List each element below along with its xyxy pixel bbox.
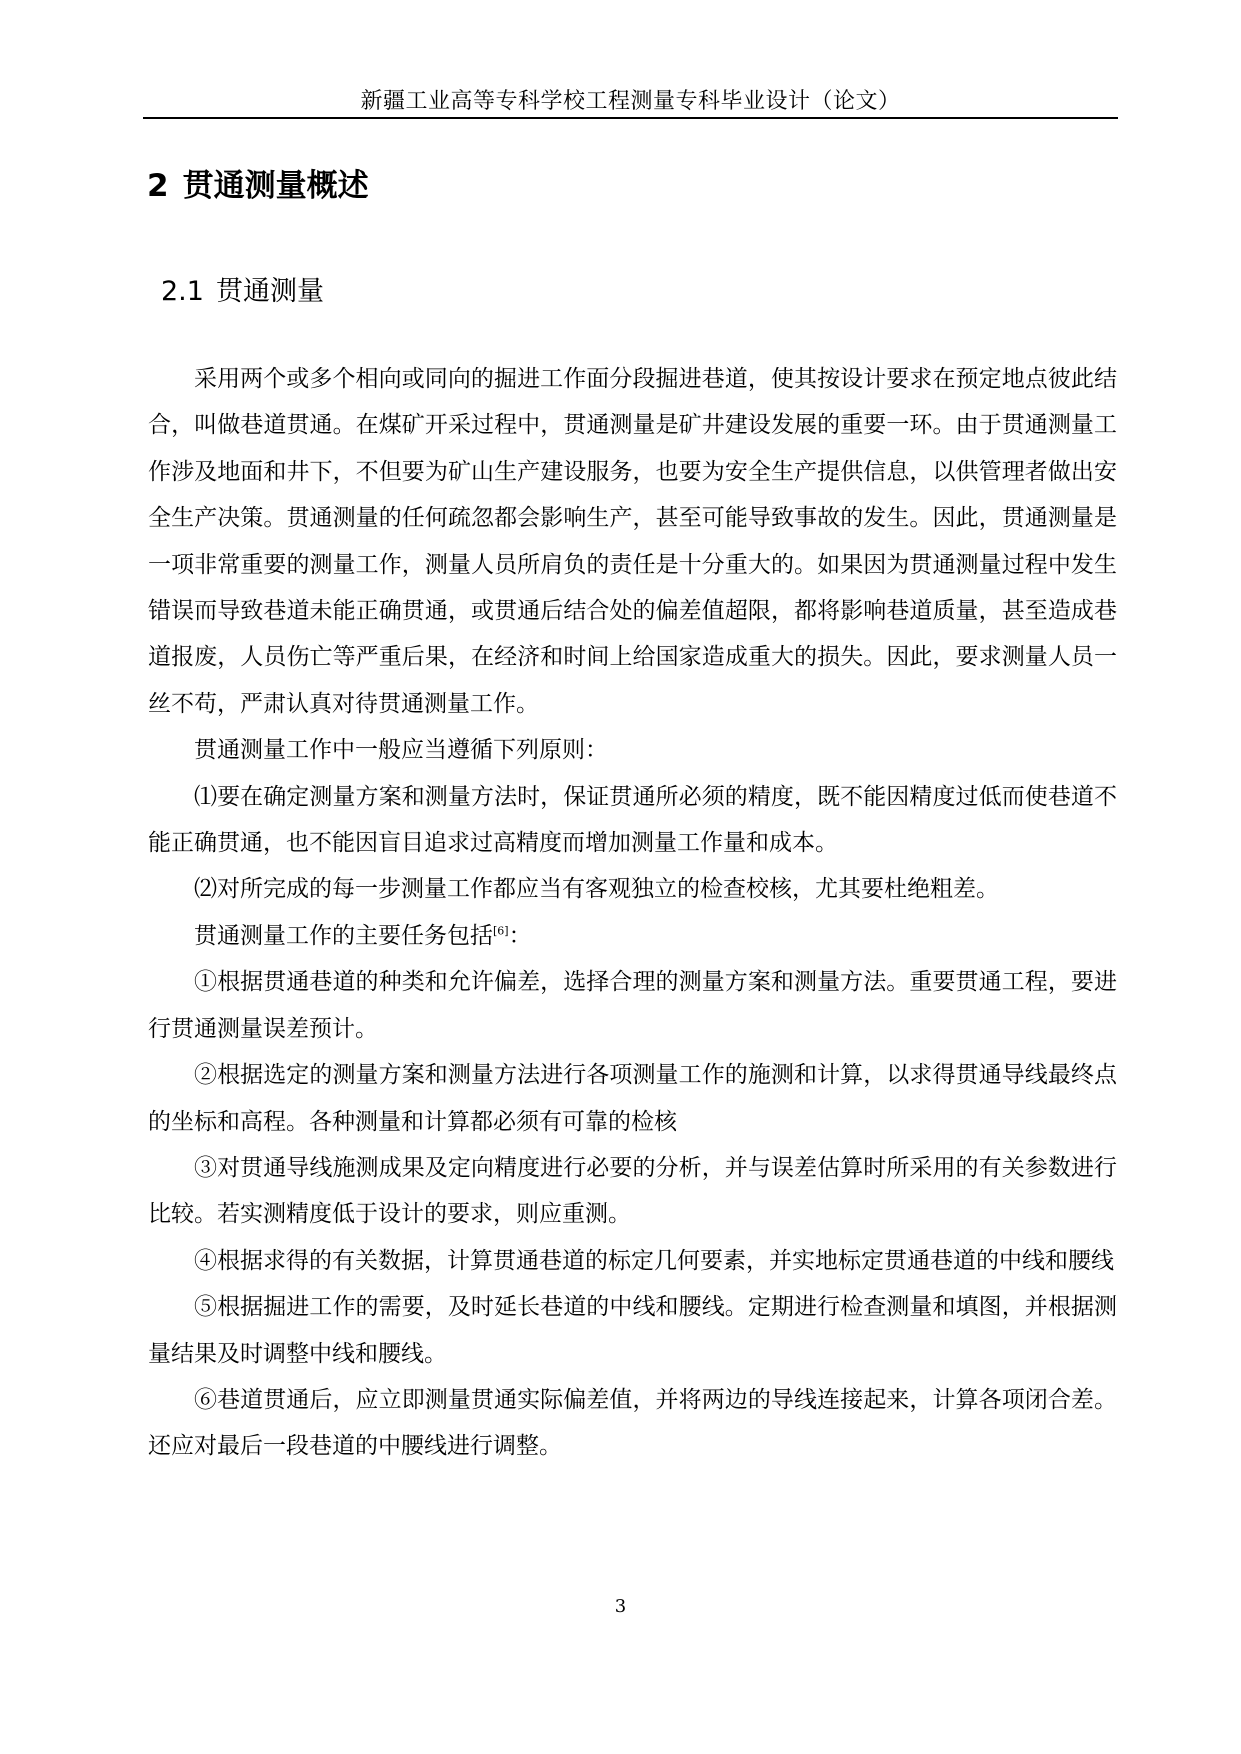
paragraph-tasks-intro [148, 913, 1117, 959]
paragraph-principle-1: ⑴要在确定测量方案和测量方法时，保证贯通所必须的精度，既不能因精度过低而使巷道不能正确贯通，也不能因盲目追求过高精度而增加测量工作量和成本。 [148, 783, 1117, 857]
paragraph-task-3: ③对贯通导线施测成果及定向精度进行必要的分析，并与误差估算时所采用的有关参数进行比较。若实测精度低于设计的要求，则应重测。 [148, 1154, 1117, 1228]
section-title [161, 274, 324, 310]
section-number: 2.1 [161, 276, 204, 307]
paragraph-task-2: ②根据选定的测量方案和测量方法进行各项测量工作的施测和计算，以求得贯通导线最终点的坐标和高程。各种测量和计算都必须有可靠的检核 [148, 1062, 1117, 1135]
chapter-title [147, 166, 369, 206]
body-text [148, 356, 1117, 1470]
page-number: 3 [614, 1596, 627, 1617]
chapter-number: 2 [147, 168, 169, 204]
paragraph-task-5: ⑤根据掘进工作的需要，及时延长巷道的中线和腰线。定期进行检查测量和填图，并根据测量结果及时调整中线和腰线。 [148, 1294, 1117, 1367]
paragraph-task-6: ⑥巷道贯通后，应立即测量贯通实际偏差值，并将两边的导线连接起来，计算各项闭合差。还应对最后一段巷道的中腰线进行调整。 [148, 1386, 1117, 1460]
paragraph-task-1: ①根据贯通巷道的种类和允许偏差，选择合理的测量方案和测量方法。重要贯通工程，要进行贯通测量误差预计。 [148, 969, 1117, 1042]
paragraph-principles-intro: 贯通测量工作中一般应当遵循下列原则： [194, 737, 608, 764]
chapter-title-text: 贯通测量概述 [182, 168, 369, 204]
paragraph-task-4: ④根据求得的有关数据，计算贯通巷道的标定几何要素，并实地标定贯通巷道的中线和腰线 [194, 1247, 1114, 1274]
paragraph-intro: 采用两个或多个相向或同向的掘进工作面分段掘进巷道，使其按设计要求在预定地点彼此结合，叫做巷道贯通。在煤矿开采过程中，贯通测量是矿井建设发展的重要一环。由于贯通测量工作涉及地面和井下，不但要为矿山生产建设服务，也要为安全生产提供信息，以供管理者做出安全生产决策。贯通测量的任何疏忽都会影响生产，甚至可能导致事故的发生。因此，贯通测量是一项非常重要的测量工作，测量人员所肩负的责任是十分重大的。如果因为贯通测量过程中发生错误而导致巷道未能正确贯通，或贯通后结合处的偏差值超限，都将影响巷道质量，甚至造成巷道报废，人员伤亡等严重后果，在经济和时间上给国家造成重大的损失。因此，要求测量人员一丝不苟，严肃认真对待贯通测量工作。 [148, 366, 1117, 717]
tasks-intro-colon: ： [508, 922, 532, 949]
section-title-text: 贯通测量 [215, 276, 324, 307]
tasks-intro-text: 贯通测量工作的主要任务包括 [194, 922, 493, 949]
paragraph-principle-2: ⑵对所完成的每一步测量工作都应当有客观独立的检查校核，尤其要杜绝粗差。 [194, 876, 999, 903]
header-rule [143, 117, 1118, 119]
citation-reference: [6] [493, 924, 509, 938]
running-header: 新疆工业高等专科学校工程测量专科毕业设计（论文） [360, 89, 901, 114]
